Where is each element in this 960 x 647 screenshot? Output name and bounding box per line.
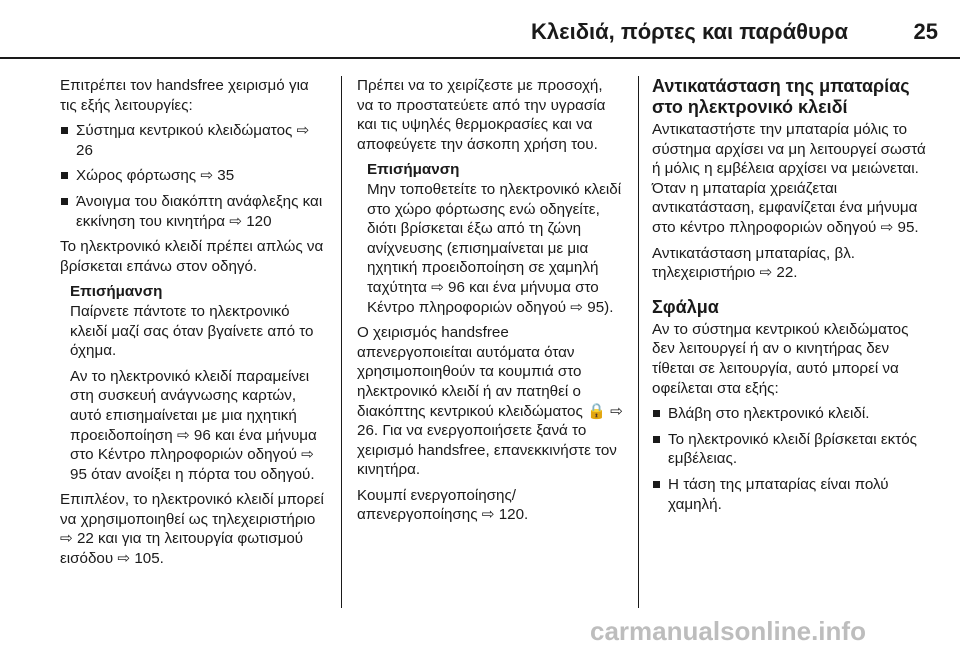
- paragraph: Κουμπί ενεργοποίησης/απενεργοποίησης ⇨ 120.: [357, 486, 529, 524]
- header-divider: [0, 57, 960, 59]
- paragraph: Πρέπει να το χειρίζεστε με προσοχή, να το προστατεύετε από την υγρασία και τις υψηλές θερμοκρασίες και να αποφεύγετε την άσκοπη χρήση του.: [357, 77, 606, 153]
- note-heading: Επισήμανση: [70, 283, 163, 301]
- note-box: [357, 160, 623, 317]
- watermark: carmanualsonline.info: [590, 616, 866, 646]
- page-header: [0, 0, 960, 58]
- fault-list: [652, 404, 926, 514]
- list-item: Βλάβη στο ηλεκτρονικό κλειδί.: [652, 404, 926, 424]
- paragraph: Αντικαταστήστε την μπαταρία μόλις το σύστημα αρχίσει να μη λειτουργεί σωστά ή μόλις η εμβέλεια αρχίσει να μειώνεται. Όταν η μπαταρία χρειάζεται αντικατάσταση, εμφανίζεται ένα μήνυμα στο κέντρο πληροφοριών οδηγού ⇨ 95.: [652, 121, 926, 236]
- column-1: [60, 76, 326, 575]
- list-item: Σύστημα κεντρικού κλειδώματος ⇨ 26: [60, 121, 326, 160]
- paragraph: Το ηλεκτρονικό κλειδί πρέπει απλώς να βρίσκεται επάνω στον οδηγό.: [60, 238, 324, 275]
- function-list: [60, 121, 326, 231]
- column-divider: [638, 76, 639, 608]
- note-paragraph: Παίρνετε πάντοτε το ηλεκτρονικό κλειδί μαζί σας όταν βγαίνετε από το όχημα.: [70, 302, 314, 360]
- paragraph: Ο χειρισμός handsfree απενεργοποιείται αυτόματα όταν χρησιμοποιηθούν τα κουμπιά στο ηλεκτρονικό κλειδί ή αν πατηθεί ο διακόπτης κεντρικού κλειδώματος 🔒 ⇨ 26. Για να ενεργοποιήσετε ξανά το χειρισμό handsfree, επανεκκινήστε τον κινητήρα.: [357, 324, 623, 479]
- column-3: [652, 76, 926, 520]
- paragraph: Αντικατάσταση μπαταρίας, βλ. τηλεχειριστήριο ⇨ 22.: [652, 244, 856, 282]
- column-divider: [341, 76, 342, 608]
- column-2: [357, 76, 623, 531]
- paragraph: Αν το σύστημα κεντρικού κλειδώματος δεν λειτουργεί ή αν ο κινητήρας δεν τίθεται σε λειτουργία, αυτό μπορεί να οφείλεται στα εξής:: [652, 320, 909, 397]
- paragraph: Επιπλέον, το ηλεκτρονικό κλειδί μπορεί να χρησιμοποιηθεί ως τηλεχειριστήριο ⇨ 22 και για τη λειτουργία φωτισμού εισόδου ⇨ 105.: [60, 491, 324, 568]
- list-item: Η τάση της μπαταρίας είναι πολύ χαμηλή.: [652, 475, 926, 514]
- note-paragraph: Αν το ηλεκτρονικό κλειδί παραμείνει στη συσκευή ανάγνωσης καρτών, αυτό επισημαίνεται με μια ηχητική προειδοποίηση ⇨ 96 και ένα μήνυμα στο Κέντρο πληροφοριών οδηγού ⇨ 95 όταν ανοίξει η πόρτα του οδηγού.: [70, 367, 317, 483]
- list-item: Άνοιγμα του διακόπτη ανάφλεξης και εκκίνηση του κινητήρα ⇨ 120: [60, 192, 326, 231]
- note-box: [60, 282, 326, 484]
- list-item: Το ηλεκτρονικό κλειδί βρίσκεται εκτός εμβέλειας.: [652, 430, 926, 469]
- note-heading: Επισήμανση: [367, 161, 460, 179]
- note-paragraph: Μην τοποθετείτε το ηλεκτρονικό κλειδί στο χώρο φόρτωσης ενώ οδηγείτε, διότι βρίσκεται έξω από τη ζώνη ανίχνευσης (επισημαίνεται με μια ηχητική προειδοποίηση σε χαμηλή ταχύτητα ⇨ 96 και ένα μήνυμα στο Κέντρο πληροφοριών οδηγού ⇨ 95).: [367, 180, 622, 316]
- page-title: Κλειδιά, πόρτες και παράθυρα: [531, 19, 848, 44]
- page-number: 25: [913, 19, 938, 44]
- paragraph: Επιτρέπει τον handsfree χειρισμό για τις εξής λειτουργίες:: [60, 77, 309, 114]
- section-heading: Σφάλμα: [652, 296, 719, 317]
- list-item: Χώρος φόρτωσης ⇨ 35: [60, 166, 326, 186]
- section-heading: Αντικατάσταση της μπαταρίας στο ηλεκτρονικό κλειδί: [652, 76, 910, 117]
